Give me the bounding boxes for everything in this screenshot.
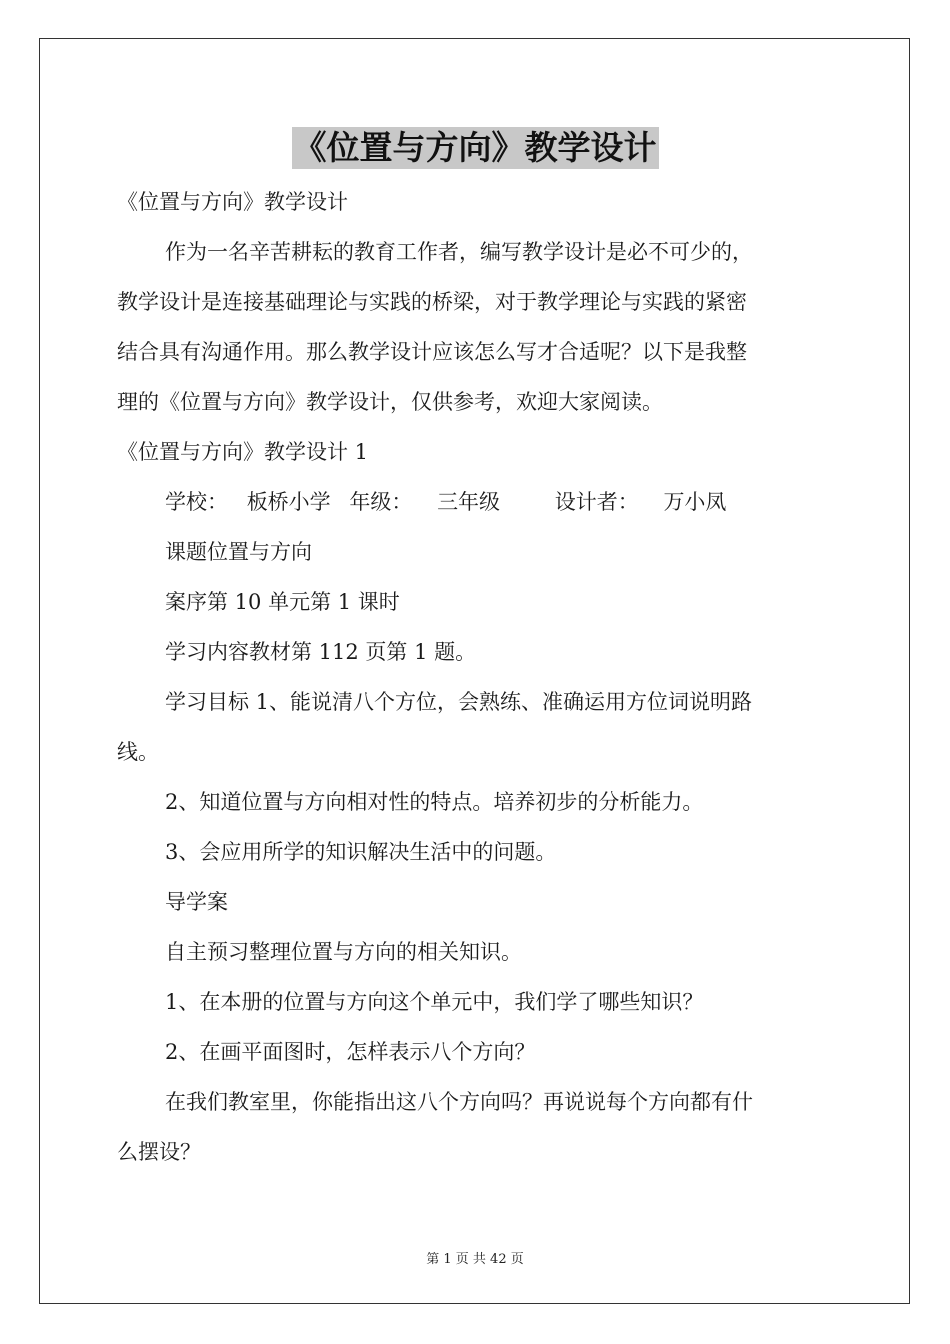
- goal-2-line: 2、知道位置与方向相对性的特点。培养初步的分析能力。: [165, 790, 704, 814]
- question-2-line: 2、在画平面图时，怎样表示八个方向？: [165, 1040, 536, 1064]
- guide-heading: 导学案: [165, 890, 228, 914]
- section-heading: 《位置与方向》教学设计 1: [117, 440, 369, 464]
- self-study-line: 自主预习整理位置与方向的相关知识。: [165, 940, 522, 964]
- page-footer: 第 1 页 共 42 页: [426, 1252, 524, 1267]
- question-3-line-2: 么摆设？: [117, 1140, 201, 1164]
- sequence-line: 案序第 10 单元第 1 课时: [165, 590, 400, 614]
- intro-line-3: 结合具有沟通作用。那么教学设计应该怎么写才合适呢？以下是我整: [117, 340, 747, 364]
- content-line: 学习内容教材第 112 页第 1 题。: [165, 640, 477, 664]
- grade-label: 年级：: [349, 490, 413, 514]
- topic-line: 课题位置与方向: [165, 540, 312, 564]
- goal-1-line-1: 学习目标 1、能说清八个方位，会熟练、准确运用方位词说明路: [165, 690, 753, 714]
- meta-row: [117, 477, 839, 527]
- intro-line-4: 理的《位置与方向》教学设计，仅供参考，欢迎大家阅读。: [117, 390, 663, 414]
- question-3-line-1: 在我们教室里，你能指出这八个方向吗？再说说每个方向都有什: [165, 1090, 753, 1114]
- grade-value: 三年级: [437, 490, 501, 514]
- title-container: [0, 127, 950, 169]
- school-label: 学校：: [165, 490, 228, 514]
- intro-line-1: 作为一名辛苦耕耘的教育工作者，编写教学设计是必不可少的，: [165, 240, 753, 264]
- goal-3-line: 3、会应用所学的知识解决生活中的问题。: [165, 840, 557, 864]
- document-title: 《位置与方向》教学设计: [293, 128, 657, 167]
- designer-label: 设计者：: [554, 490, 639, 514]
- designer-value: 万小凤: [663, 490, 727, 514]
- question-1-line: 1、在本册的位置与方向这个单元中，我们学了哪些知识？: [165, 990, 704, 1014]
- school-value: 板桥小学: [246, 490, 331, 514]
- goal-1-line-2: 线。: [117, 740, 159, 764]
- document-body: [117, 177, 839, 1177]
- subtitle: 《位置与方向》教学设计: [117, 190, 348, 214]
- intro-line-2: 教学设计是连接基础理论与实践的桥梁，对于教学理论与实践的紧密: [117, 290, 747, 314]
